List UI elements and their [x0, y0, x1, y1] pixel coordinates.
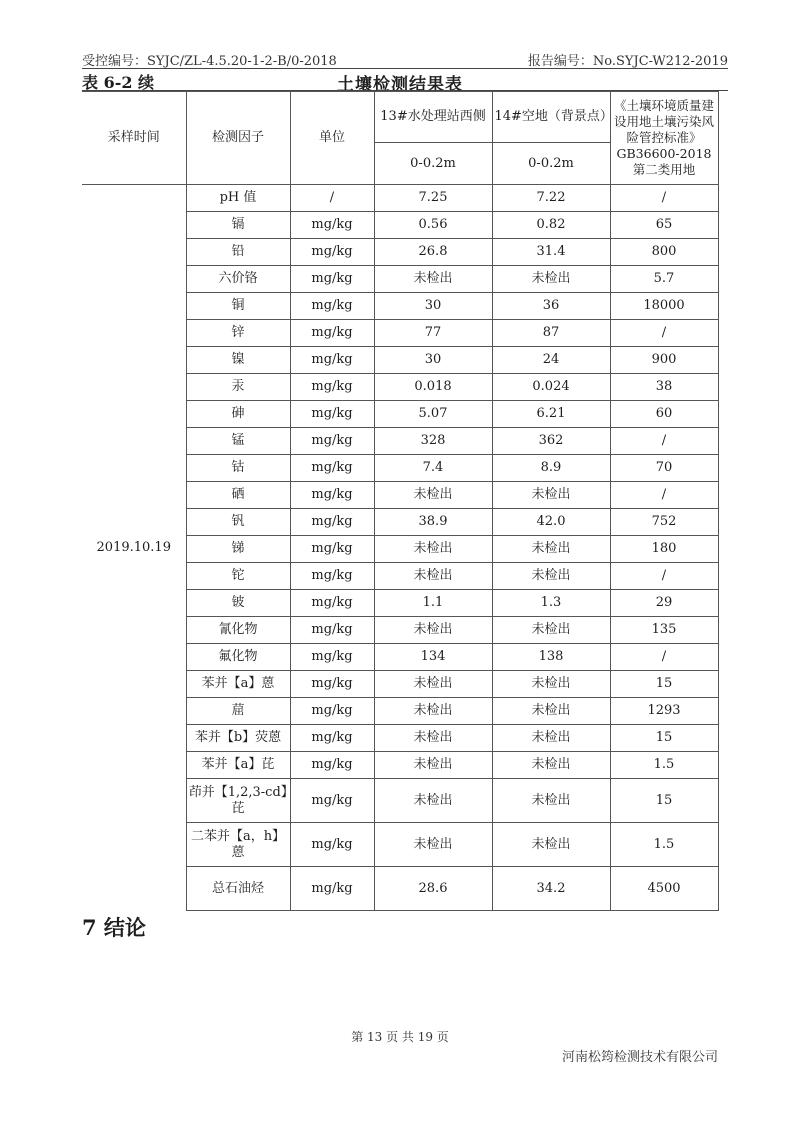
site14-value-cell: 未检出: [492, 823, 610, 867]
site14-value-cell: 36: [492, 293, 610, 320]
site14-value-cell: 0.82: [492, 212, 610, 239]
site13-value-cell: 未检出: [374, 563, 492, 590]
standard-value-cell: 752: [610, 509, 718, 536]
site13-value-cell: 未检出: [374, 779, 492, 823]
site13-value-cell: 未检出: [374, 266, 492, 293]
unit-cell: mg/kg: [290, 867, 374, 911]
standard-value-cell: 18000: [610, 293, 718, 320]
table-row: [82, 185, 718, 212]
site13-value-cell: 134: [374, 644, 492, 671]
sample-date-cell: 2019.10.19: [82, 185, 186, 911]
site14-value-cell: 未检出: [492, 536, 610, 563]
standard-value-cell: 29: [610, 590, 718, 617]
site13-value-cell: 0.018: [374, 374, 492, 401]
factor-cell: 苯并【a】蒽: [186, 671, 290, 698]
site13-value-cell: 0.56: [374, 212, 492, 239]
header-rule: [82, 68, 728, 69]
site13-value-cell: 38.9: [374, 509, 492, 536]
factor-cell: 铅: [186, 239, 290, 266]
standard-value-cell: 38: [610, 374, 718, 401]
factor-cell: 砷: [186, 401, 290, 428]
factor-cell: 钴: [186, 455, 290, 482]
unit-cell: mg/kg: [290, 347, 374, 374]
site14-value-cell: 138: [492, 644, 610, 671]
site13-value-cell: 未检出: [374, 671, 492, 698]
standard-value-cell: /: [610, 428, 718, 455]
factor-cell: 六价铬: [186, 266, 290, 293]
unit-cell: mg/kg: [290, 779, 374, 823]
site13-value-cell: 7.4: [374, 455, 492, 482]
factor-cell: 锌: [186, 320, 290, 347]
site14-value-cell: 未检出: [492, 725, 610, 752]
standard-value-cell: 135: [610, 617, 718, 644]
factor-cell: 硒: [186, 482, 290, 509]
factor-cell: 苯并【b】荧蒽: [186, 725, 290, 752]
site13-value-cell: 未检出: [374, 752, 492, 779]
unit-cell: mg/kg: [290, 482, 374, 509]
col-header-depth-13: 0-0.2m: [374, 143, 492, 185]
standard-value-cell: 70: [610, 455, 718, 482]
site14-value-cell: 34.2: [492, 867, 610, 911]
col-header-standard: 《土壤环境质量建设用地土壤污染风险管控标准》GB36600-2018 第二类用地: [610, 92, 718, 185]
site14-value-cell: 7.22: [492, 185, 610, 212]
standard-value-cell: /: [610, 320, 718, 347]
standard-value-cell: 1293: [610, 698, 718, 725]
site13-value-cell: 1.1: [374, 590, 492, 617]
standard-value-cell: /: [610, 185, 718, 212]
standard-value-cell: 800: [610, 239, 718, 266]
site14-value-cell: 未检出: [492, 671, 610, 698]
unit-cell: mg/kg: [290, 617, 374, 644]
standard-value-cell: 1.5: [610, 823, 718, 867]
factor-cell: 总石油烃: [186, 867, 290, 911]
standard-value-cell: 15: [610, 671, 718, 698]
site14-value-cell: 未检出: [492, 617, 610, 644]
report-number: 报告编号：No.SYJC-W212-2019: [527, 54, 728, 69]
company-name: 河南松筠检测技术有限公司: [561, 1050, 718, 1065]
site13-value-cell: 5.07: [374, 401, 492, 428]
standard-value-cell: /: [610, 482, 718, 509]
factor-cell: 铜: [186, 293, 290, 320]
factor-cell: 氰化物: [186, 617, 290, 644]
site13-value-cell: 未检出: [374, 698, 492, 725]
unit-cell: mg/kg: [290, 698, 374, 725]
site14-value-cell: 8.9: [492, 455, 610, 482]
unit-cell: mg/kg: [290, 239, 374, 266]
col-header-unit: 单位: [290, 92, 374, 185]
standard-value-cell: 180: [610, 536, 718, 563]
page-number: 第 13 页 共 19 页: [351, 1030, 449, 1044]
site13-value-cell: 7.25: [374, 185, 492, 212]
section-title: 7 结论: [82, 915, 146, 940]
unit-cell: mg/kg: [290, 212, 374, 239]
standard-value-cell: 4500: [610, 867, 718, 911]
standard-value-cell: /: [610, 644, 718, 671]
site13-value-cell: 26.8: [374, 239, 492, 266]
site14-value-cell: 0.024: [492, 374, 610, 401]
factor-cell: 䓛: [186, 698, 290, 725]
unit-cell: mg/kg: [290, 509, 374, 536]
site14-value-cell: 31.4: [492, 239, 610, 266]
site13-value-cell: 77: [374, 320, 492, 347]
unit-cell: mg/kg: [290, 455, 374, 482]
standard-value-cell: 5.7: [610, 266, 718, 293]
unit-cell: mg/kg: [290, 671, 374, 698]
site14-value-cell: 未检出: [492, 563, 610, 590]
factor-cell: 氟化物: [186, 644, 290, 671]
site13-value-cell: 未检出: [374, 725, 492, 752]
unit-cell: mg/kg: [290, 428, 374, 455]
standard-value-cell: 60: [610, 401, 718, 428]
control-number: 受控编号：SYJC/ZL-4.5.20-1-2-B/0-2018: [82, 54, 337, 69]
standard-value-cell: 1.5: [610, 752, 718, 779]
site13-value-cell: 30: [374, 347, 492, 374]
factor-cell: pH 值: [186, 185, 290, 212]
standard-value-cell: /: [610, 563, 718, 590]
unit-cell: mg/kg: [290, 590, 374, 617]
standard-value-cell: 15: [610, 779, 718, 823]
site13-value-cell: 未检出: [374, 536, 492, 563]
unit-cell: mg/kg: [290, 293, 374, 320]
site13-value-cell: 30: [374, 293, 492, 320]
col-header-sample-time: 采样时间: [82, 92, 186, 185]
unit-cell: mg/kg: [290, 644, 374, 671]
site14-value-cell: 87: [492, 320, 610, 347]
unit-cell: mg/kg: [290, 563, 374, 590]
col-header-site-13: 13#水处理站西侧: [374, 92, 492, 143]
site13-value-cell: 28.6: [374, 867, 492, 911]
unit-cell: mg/kg: [290, 823, 374, 867]
site14-value-cell: 未检出: [492, 266, 610, 293]
factor-cell: 铊: [186, 563, 290, 590]
standard-value-cell: 15: [610, 725, 718, 752]
factor-cell: 苯并【a】芘: [186, 752, 290, 779]
site14-value-cell: 24: [492, 347, 610, 374]
results-table: [82, 91, 719, 911]
unit-cell: mg/kg: [290, 401, 374, 428]
factor-cell: 镍: [186, 347, 290, 374]
site14-value-cell: 1.3: [492, 590, 610, 617]
unit-cell: mg/kg: [290, 320, 374, 347]
standard-value-cell: 65: [610, 212, 718, 239]
unit-cell: mg/kg: [290, 266, 374, 293]
factor-cell: 二苯并【a，h】蒽: [186, 823, 290, 867]
site14-value-cell: 362: [492, 428, 610, 455]
unit-cell: /: [290, 185, 374, 212]
factor-cell: 锑: [186, 536, 290, 563]
factor-cell: 锰: [186, 428, 290, 455]
unit-cell: mg/kg: [290, 374, 374, 401]
col-header-depth-14: 0-0.2m: [492, 143, 610, 185]
site13-value-cell: 未检出: [374, 617, 492, 644]
factor-cell: 铍: [186, 590, 290, 617]
site14-value-cell: 未检出: [492, 482, 610, 509]
site14-value-cell: 未检出: [492, 752, 610, 779]
factor-cell: 镉: [186, 212, 290, 239]
site13-value-cell: 未检出: [374, 482, 492, 509]
site14-value-cell: 6.21: [492, 401, 610, 428]
site14-value-cell: 未检出: [492, 698, 610, 725]
factor-cell: 茚并【1,2,3-cd】芘: [186, 779, 290, 823]
table-title: 土壤检测结果表: [337, 75, 463, 95]
unit-cell: mg/kg: [290, 752, 374, 779]
unit-cell: mg/kg: [290, 536, 374, 563]
col-header-site-14: 14#空地（背景点）: [492, 92, 610, 143]
site14-value-cell: 42.0: [492, 509, 610, 536]
unit-cell: mg/kg: [290, 725, 374, 752]
factor-cell: 钒: [186, 509, 290, 536]
site13-value-cell: 328: [374, 428, 492, 455]
site14-value-cell: 未检出: [492, 779, 610, 823]
factor-cell: 汞: [186, 374, 290, 401]
standard-value-cell: 900: [610, 347, 718, 374]
site13-value-cell: 未检出: [374, 823, 492, 867]
col-header-factor: 检测因子: [186, 92, 290, 185]
table-caption: 表 6-2 续: [82, 73, 155, 92]
